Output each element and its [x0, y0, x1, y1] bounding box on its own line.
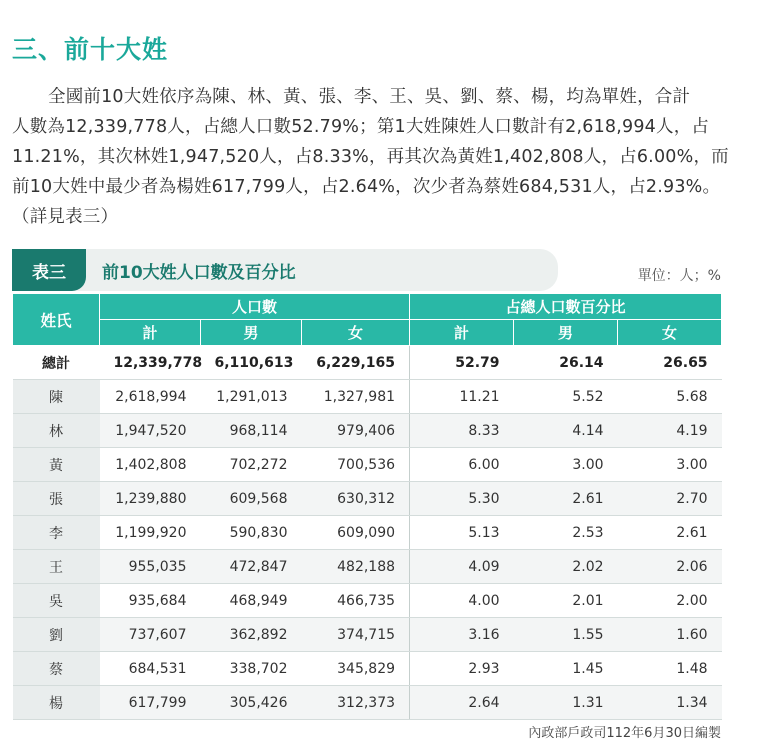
table-body: [13, 346, 722, 720]
surname-table: [12, 293, 722, 720]
surname-cell: 劉: [13, 618, 100, 652]
percent-male-cell: 2.61: [514, 482, 618, 516]
population-male-cell: 609,568: [201, 482, 302, 516]
population-male-cell: 1,291,013: [201, 380, 302, 414]
percent-male-cell: 2.53: [514, 516, 618, 550]
section-heading: 三、前十大姓: [12, 35, 169, 64]
paragraph-line: 前10大姓中最少者為楊姓617,799人，占2.64%，次少者為蔡姓684,531人，占2.93%。: [12, 177, 721, 197]
population-female-cell: 700,536: [302, 448, 410, 482]
population-male-cell: 305,426: [201, 686, 302, 720]
percent-male-cell: 2.01: [514, 584, 618, 618]
population-female-cell: 312,373: [302, 686, 410, 720]
table-row: [13, 686, 722, 720]
surname-cell: 蔡: [13, 652, 100, 686]
percent-total-cell: 3.16: [410, 618, 514, 652]
percent-female-header: 女: [618, 320, 722, 346]
percent-female-cell: 2.61: [618, 516, 722, 550]
population-male-cell: 468,949: [201, 584, 302, 618]
paragraph-line: 全國前10大姓依序為陳、林、黃、張、李、王、吳、劉、蔡、楊，均為單姓，合計: [48, 87, 691, 107]
population-male-cell: 702,272: [201, 448, 302, 482]
population-female-cell: 630,312: [302, 482, 410, 516]
population-female-cell: 345,829: [302, 652, 410, 686]
population-total-cell: 1,199,920: [100, 516, 201, 550]
percent-male-cell: 1.55: [514, 618, 618, 652]
percent-male-cell: 26.14: [514, 346, 618, 380]
population-header: 人口數: [100, 294, 410, 320]
percent-male-cell: 4.14: [514, 414, 618, 448]
population-female-cell: 482,188: [302, 550, 410, 584]
percent-male-cell: 1.31: [514, 686, 618, 720]
population-total-cell: 617,799: [100, 686, 201, 720]
surname-cell: 吳: [13, 584, 100, 618]
population-total-cell: 2,618,994: [100, 380, 201, 414]
percent-total-cell: 2.93: [410, 652, 514, 686]
population-male-cell: 472,847: [201, 550, 302, 584]
surname-cell: 黃: [13, 448, 100, 482]
table-row: [13, 652, 722, 686]
percent-total-cell: 11.21: [410, 380, 514, 414]
population-female-cell: 466,735: [302, 584, 410, 618]
population-male-cell: 6,110,613: [201, 346, 302, 380]
percent-male-cell: 1.45: [514, 652, 618, 686]
percent-total-cell: 52.79: [410, 346, 514, 380]
population-female-header: 女: [302, 320, 410, 346]
population-female-cell: 374,715: [302, 618, 410, 652]
table-row: [13, 618, 722, 652]
table-title-bar: [12, 249, 558, 291]
percent-female-cell: 2.06: [618, 550, 722, 584]
percent-total-cell: 5.13: [410, 516, 514, 550]
population-male-cell: 590,830: [201, 516, 302, 550]
population-female-cell: 979,406: [302, 414, 410, 448]
paragraph-line: 11.21%，其次林姓1,947,520人，占8.33%，再其次為黃姓1,402,808人，占6.00%，而: [12, 147, 729, 167]
percent-female-cell: 4.19: [618, 414, 722, 448]
surname-cell: 張: [13, 482, 100, 516]
paragraph-line: （詳見表三）: [12, 207, 119, 227]
percent-female-cell: 2.70: [618, 482, 722, 516]
table-row: [13, 380, 722, 414]
population-male-cell: 338,702: [201, 652, 302, 686]
population-female-cell: 1,327,981: [302, 380, 410, 414]
population-female-cell: 609,090: [302, 516, 410, 550]
surname-cell: 王: [13, 550, 100, 584]
population-male-cell: 362,892: [201, 618, 302, 652]
population-total-cell: 12,339,778: [100, 346, 201, 380]
table-row: [13, 516, 722, 550]
table-label: 表三: [12, 249, 86, 291]
table-row: [13, 482, 722, 516]
percent-female-cell: 2.00: [618, 584, 722, 618]
percent-total-cell: 5.30: [410, 482, 514, 516]
percent-female-cell: 26.65: [618, 346, 722, 380]
total-row: [13, 346, 722, 380]
table-row: [13, 448, 722, 482]
surname-cell: 總計: [13, 346, 100, 380]
percent-header: 占總人口數百分比: [410, 294, 722, 320]
table-row: [13, 550, 722, 584]
population-total-cell: 1,402,808: [100, 448, 201, 482]
table-title: 前10大姓人口數及百分比: [102, 262, 296, 283]
percent-male-cell: 2.02: [514, 550, 618, 584]
population-total-cell: 1,239,880: [100, 482, 201, 516]
surname-cell: 李: [13, 516, 100, 550]
summary-paragraph: [12, 82, 729, 232]
percent-male-header: 男: [514, 320, 618, 346]
population-total-cell: 737,607: [100, 618, 201, 652]
surname-cell: 陳: [13, 380, 100, 414]
percent-female-cell: 3.00: [618, 448, 722, 482]
population-total-header: 計: [100, 320, 201, 346]
percent-male-cell: 5.52: [514, 380, 618, 414]
percent-female-cell: 1.48: [618, 652, 722, 686]
table-row: [13, 414, 722, 448]
percent-total-cell: 4.00: [410, 584, 514, 618]
surname-cell: 楊: [13, 686, 100, 720]
paragraph-line: 人數為12,339,778人，占總人口數52.79%；第1大姓陳姓人口數計有2,618,994人，占: [12, 117, 710, 137]
population-total-cell: 935,684: [100, 584, 201, 618]
percent-female-cell: 5.68: [618, 380, 722, 414]
unit-note: 單位：人；%: [637, 268, 721, 284]
percent-total-cell: 8.33: [410, 414, 514, 448]
percent-total-cell: 6.00: [410, 448, 514, 482]
percent-male-cell: 3.00: [514, 448, 618, 482]
population-total-cell: 684,531: [100, 652, 201, 686]
population-male-header: 男: [201, 320, 302, 346]
population-total-cell: 1,947,520: [100, 414, 201, 448]
surname-cell: 林: [13, 414, 100, 448]
surname-header: 姓氏: [13, 294, 100, 346]
percent-total-cell: 2.64: [410, 686, 514, 720]
source-note: 內政部戶政司112年6月30日編製: [528, 726, 721, 741]
population-female-cell: 6,229,165: [302, 346, 410, 380]
table-row: [13, 584, 722, 618]
percent-total-cell: 4.09: [410, 550, 514, 584]
percent-total-header: 計: [410, 320, 514, 346]
percent-female-cell: 1.34: [618, 686, 722, 720]
population-male-cell: 968,114: [201, 414, 302, 448]
population-total-cell: 955,035: [100, 550, 201, 584]
percent-female-cell: 1.60: [618, 618, 722, 652]
